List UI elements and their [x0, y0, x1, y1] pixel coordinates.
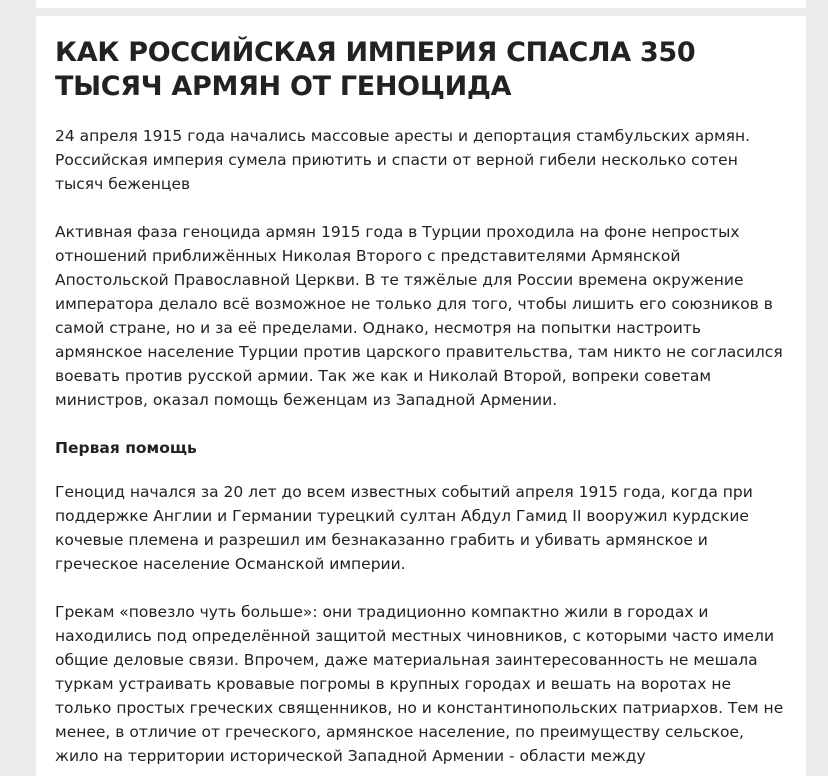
article-card — [36, 16, 806, 776]
previous-card-edge — [36, 0, 806, 8]
article-lead: 24 апреля 1915 года начались массовые аресты и депортация стамбульских армян. Российская империя сумела приютить и спасти от верной гибели несколько сотен тысяч беженцев — [55, 127, 751, 193]
article-title: КАК РОССИЙСКАЯ ИМПЕРИЯ СПАСЛА 350 ТЫСЯЧ АРМЯН ОТ ГЕНОЦИДА — [55, 37, 696, 102]
article-paragraph: Активная фаза геноцида армян 1915 года в Турции проходила на фоне непростых отношений приближённых Николая Второго с представителями Армянской Апостольской Православной Церкви. В те тяжёлые для России времена окружение императора делало всё возможное не только для того, чтобы лишить его союзников в самой стране, но и за её пределами. Однако, несмотря на попытки настроить армянское население Турции против царского правительства, там никто не согласился воевать против русской армии. Так же как и Николай Второй, вопреки советам министров, оказал помощь беженцам из Западной Армении. — [55, 223, 783, 409]
section-heading: Первая помощь — [55, 439, 197, 457]
article-paragraph: Геноцид начался за 20 лет до всем известных событий апреля 1915 года, когда при поддержке Англии и Германии турецкий султан Абдул Гамид II вооружил курдские кочевые племена и разрешил им безнаказанно грабить и убивать армянское и греческое население Османской империи. — [55, 483, 753, 573]
article-paragraph: Грекам «повезло чуть больше»: они традиционно компактно жили в городах и находились под определённой защитой местных чиновников, с которыми часто имели общие деловые связи. Впрочем, даже материальная заинтересованность не мешала туркам устраивать кровавые погромы в крупных городах и вешать на воротах не только простых греческих священников, но и константинопольских патриархов. Тем не менее, в отличие от греческого, армянское население, по преимуществу сельское, жило на территории исторической Западной Армении - области между — [55, 603, 784, 765]
